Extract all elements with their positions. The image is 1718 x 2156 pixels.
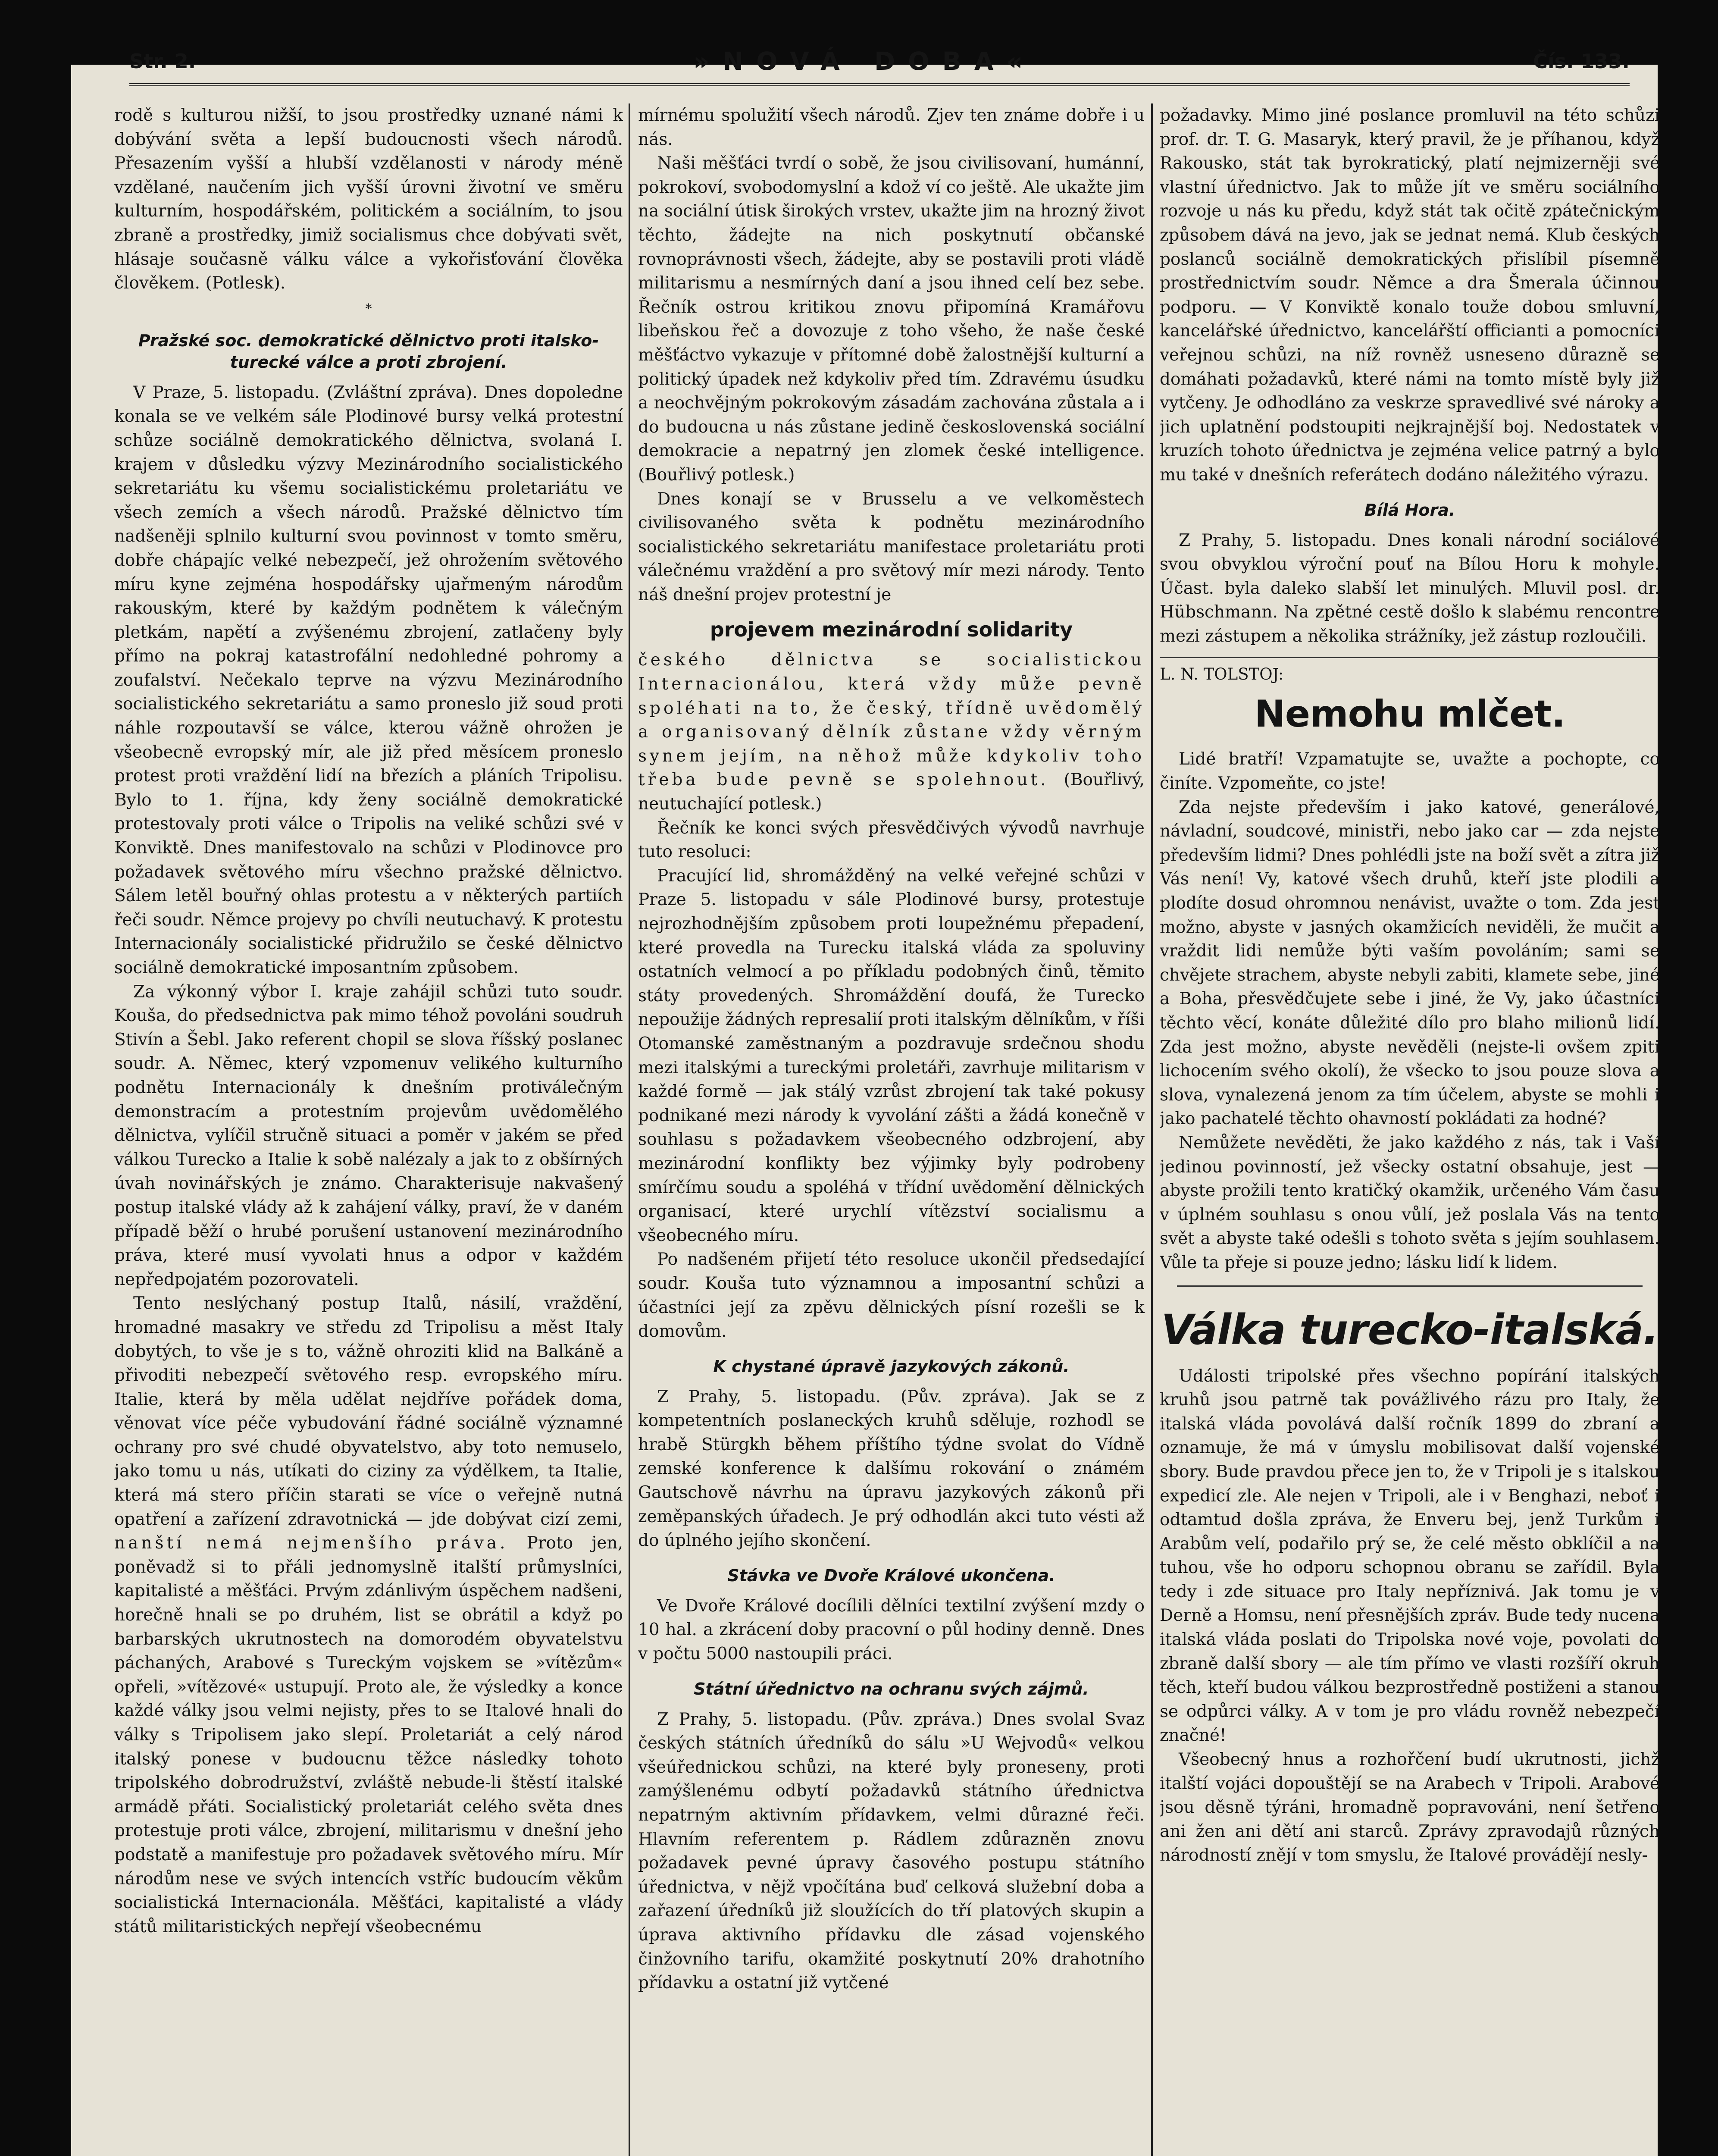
spaced-text: českého dělnictva se socialistickou Internacionálou, která vždy může pevně spoléhati na to, že český, třídně uvědomělý a organisovaný dělník zůstane vždy věrným synem jejím, na něhož může kdykoliv toho třeba bude pevně se spolehnout. <box>638 650 1145 790</box>
article-paragraph: Z Prahy, 5. listopadu. (Pův. zpráva). Jak se z kompetentních poslaneckých kruhů sděluje, rozhodl se hrabě Stürgkh během příštího týdne svolat do Vídně zemské konference k dalšímu rokování o známém Gautschově návrhu na úpravu jazykových zákonů při zeměpanských úřadech. Je prý odhodlán akci tuto vésti až do úplného jejího skončení. <box>638 1387 1145 1551</box>
page-number: Str. 2. <box>129 49 196 73</box>
newspaper-title: »NOVÁ DOBA« <box>693 46 1036 76</box>
spaced-text: nanští nemá nejmenšího práva. <box>114 1533 508 1553</box>
author-byline: L. N. TOLSTOJ: <box>1160 657 1660 683</box>
article-heading: Pražské soc. demokratické dělnictvo proti italsko-turecké válce a proti zbrojení. <box>138 331 599 372</box>
article-paragraph: Naši měšťáci tvrdí o sobě, že jsou civilisovaní, humánní, pokrokoví, svobodomyslní a kdož ví co ještě. Ale ukažte jim na sociální útisk širokých vrstev, ukažte jim na hrozný život těchto, žádejte na nich poskytnutí občanské rovnoprávnosti všech, žádejte, aby se postavili proti vládě militarismu a nesmírných daní a jsou ihned celí bez sebe. Řečník ostrou kritikou znovu připomíná Kramářovu libeňskou řeč a dovozuje z toho všeho, že naše české měšťáctvo vykazuje v přítomné době žalostnější kulturní a politický úpadek než kdykoliv před tím. Zdravému úsudku a neochvějným pokrokovým zásadám zachována zůstala a i do budoucna u nás zůstane jedině československá sociální demokracie a nepatrný jen zlomek české intelligence. (Bouřlivý potlesk.) <box>638 154 1145 485</box>
text-run: (Bouřlivý, neutuchající potlesk.) <box>638 770 1145 814</box>
article-paragraph: požadavky. Mimo jiné poslance promluvil na této schůzi prof. dr. T. G. Masaryk, který pravil, že je příhanou, když Rakousko, stát tak byrokratický, platí nejmizerněji své vlastní úřednictvo. Jak to může jít ve směru sociálního rozvoje u nás ku předu, když stát tak očitě zpátečnickým způsobem dává na jevo, jak se jednat nemá. Klub českých poslanců sociálně demokratických přislíbil písemně prostřednictvím soudr. Němce a dra Šmerala účinnou podporu. — V Konviktě konalo touže dobou smluvní, kancelářské úřednictvo, kancelářští officianti a pomocníci veřejnou schůzi, na níž rovněž usneseno důrazně se domáhati požadavků, které námi na tomto místě byly již vytčeny. Je odhodláno za veskrze spravedlivé své nároky a jich uplatnění podstoupiti nejkrajnější boj. Nedostatek v kruzích tohoto úřednictva je zejména velice patrný a bylo mu také v dnešních referátech dodáno náležitého výrazu. <box>1160 106 1660 485</box>
article-paragraph: Všeobecný hnus a rozhořčení budí ukrutnosti, jichž italští vojáci dopouštějí se na Arabech v Tripoli. Arabové jsou děsně týráni, hromadně popravováni, není šetřeno ani žen ani dětí ani starců. Zprávy zpravodajů různých národností znějí v tom smyslu, že Italové provádějí nesly- <box>1160 1750 1660 1865</box>
text-run: Proto jen, poněvadž si to přáli jednomyslně italští průmyslníci, kapitalisté a měšťáci. Prvým zdánlivým úspěchem nadšeni, horečně hnali se po druhém, list se obrátil a když po barbarských ukrutnostech na domorodém obyvatelstvu páchaných, Arabové s Tureckým vojskem se »vítězům« opřeli, »vítězové« ustupují. Proto ale, že výsledky a konce každé války jsou velmi nejisty, přes to se Italové hnali do války s Tripolisem jako slepí. Proletariát a celý národ italský ponese v budoucnu těžce následky tohoto tripolského dobrodružství, zvláště nebude-li štěstí italské armádě přáti. Socialistický proletariát celého světa dnes protestuje proti válce, zbrojení, militarismu v dnešní jeho podstatě a manifestuje pro požadavek světového míru. Mír národům nese ve svých intencích vstříc budoucím věkům socialistická Internacionála. Měšťáci, kapitalisté a vlády států militaristických nepřejí všeobecnému <box>114 1533 623 1937</box>
article-paragraph: Po nadšeném přijetí této resoluce ukončil předsedající soudr. Kouša tuto významnou a imposantní schůzi a účastníci její za zpěvu dělnických písní rozešli se k domovům. <box>638 1250 1145 1341</box>
article-title: Nemohu mlčet. <box>1254 693 1565 736</box>
article-heading: Státní úřednictvo na ochranu svých zájmů. <box>694 1679 1089 1698</box>
column-rule <box>1151 103 1153 2156</box>
article-paragraph: Z Prahy, 5. listopadu. Dnes konali národní sociálové svou obvyklou výroční pouť na Bílou Horu k mohyle. Účast. byla daleko slabší let minulých. Mluvil posl. dr. Hübschmann. Na zpětné cestě došlo k slabému rencontre mezi zástupem a několika strážníky, jež zástup rozloučili. <box>1160 530 1660 646</box>
column-1 <box>114 103 623 2156</box>
article-paragraph: Lidé bratří! Vzpamatujte se, uvažte a pochopte, co činíte. Vzpomeňte, co jste! <box>1160 749 1660 793</box>
ornament: * <box>365 301 372 317</box>
issue-number: Čís. 133. <box>1533 49 1630 73</box>
subheading: projevem mezinárodní solidarity <box>710 618 1073 642</box>
article-paragraph: Z Prahy, 5. listopadu. (Pův. zpráva.) Dnes svolal Svaz českých státních úředníků do sálu »U Wejvodů« velkou všeúřednickou schůzi, na které byly proneseny, proti zamýšlenému odbytí požadavků státního úřednictva nepatrným aktivním přídavkem, velmi důrazné řeči. Hlavním referentem p. Rádlem zdůrazněn znovu požadavek pevné úpravy časového postupu státního úřednictva, v nějž vpočítána buď celková služební doba a zařazení úředníků již sloužících do tří platových skupin a úprava aktivního přídavku dle zásad vojenského činžovního tarifu, okamžité poskytnutí 20% drahotního přídavku a ostatní již vytčené <box>638 1709 1145 1993</box>
divider <box>1177 1285 1643 1287</box>
column-rule <box>629 103 630 2156</box>
text-run: Tento neslýchaný postup Italů, násilí, vraždění, hromadné masakry ve středu zd Tripolisu a měst Italy dobytých, to vše je s to, vážně ohroziti klid na Balkáně a přivoditi nebezpečí světového resp. evropského míru. Italie, která by měla udělat nejdříve pořádek doma, věnovat více péče vybudování řádné sociálně významné ochrany pro své chudé obyvatelstvo, aby toto nemuselo, jako tomu u nás, utíkati do ciziny za výdělkem, ta Italie, která má stero příčin starati se více o veřejně nutná opatření a zařízení zdravotnická — jde dobývat cizí zemi, <box>114 1294 623 1529</box>
article-heading: K chystané úpravě jazykových zákonů. <box>713 1357 1070 1376</box>
article-paragraph: Nemůžete nevěděti, že jako každého z nás, tak i Vaší jedinou povinností, jež všecky ostatní obsahuje, jest — abyste prožili tento kratičký okamžik, určeného Vám času v úplném souhlasu s onou vůlí, jež poslala Vás na tento svět a abyste také odešli s tohoto světa s jejím souhlasem. Vůle ta přeje si pouze jedno; lásku lidí k lidem. <box>1160 1133 1660 1272</box>
article-paragraph: rodě s kulturou nižší, to jsou prostředky uznané námi k dobývání světa a lepší budoucnosti všech národů. Přesazením vyšší a hlubší vzdělanosti v národy méně vzdělané, naučením jich vyšší úrovni životní ve směru kulturním, hospodářském, politickém a sociálním, to jsou zbraně a prostředky, jimiž socialismus chce dobývati svět, hlásaje současně válku válce a vykořisťování člověka člověkem. (Potlesk). <box>114 106 623 293</box>
column-3 <box>1160 103 1660 2156</box>
article-paragraph: Pracující lid, shromážděný na velké veřejné schůzi v Praze 5. listopadu v sále Plodinové bursy, protestuje nejrozhodnějším způsobem proti loupežnému přepadení, které provedla na Turecku italská vláda za spoluviny ostatních velmocí a po příkladu podobných činů, těmito státy provedených. Shromáždění doufá, že Turecko nepoužije žádných represalií proti italským dělníkům, v říši Otomanské zaměstnaným a pozdravuje srdečnou shodu mezi italskými a tureckými proletáři, zavrhuje militarism v každé formě — jak stálý vzrůst zbrojení tak také pokusy podnikané mezi národy k vyvolání zášti a žádá konečně v souhlasu s požadavkem všeobecného odzbrojení, aby mezinárodní konflikty bez výjimky byly podrobeny smírčímu soudu a spoléhá v třídní uvědomění dělnických organisací, které urychlí vítězství socialismu a všeobecného míru. <box>638 866 1145 1245</box>
article-heading: Stávka ve Dvoře Králové ukončena. <box>727 1566 1055 1585</box>
article-paragraph <box>114 1291 623 1939</box>
article-paragraph: Ve Dvoře Králové docílili dělníci textilní zvýšení mzdy o 10 hal. a zkrácení doby pracovní o půl hodiny denně. Dnes v počtu 5000 nastoupili práci. <box>638 1596 1145 1664</box>
column-2 <box>638 103 1145 2156</box>
masthead <box>129 39 1630 86</box>
article-paragraph: Řečník ke konci svých přesvědčivých vývodů navrhuje tuto resoluci: <box>638 818 1145 862</box>
article-paragraph: V Praze, 5. listopadu. (Zvláštní zpráva). Dnes dopoledne konala se ve velkém sále Plodinové bursy velká protestní schůze sociálně demokratického dělnictva, svolaná I. krajem v důsledku výzvy Mezinárodního socialistického sekretariátu ku všemu socialistickému proletariátu ve všech zemích a všech národů. Pražské dělnictvo tím nadšeněji splnilo kulturní svou povinnost v tomto směru, dobře chápajíc velké nebezpečí, jež ohrožením světového míru kyne zejména hospodářsky ujařmeným národům rakouským, které by každým podnětem k válečným pletkám, napětí a zvýšenému zbrojení, zatlačeny byly přímo na pokraj katastrofální nedohledné pohromy a zoufalství. Nečekalo teprve na výzvu Mezinárodního socialistického sekretariátu a samo proneslo již soud proti náhle rozpoutavší se válce, kterou vážně ohrožen je všeobecně evropský mír, ale již před měsícem proneslo protest proti vraždění lidí na březích a pláních Tripolisu. Bylo to 1. října, kdy ženy sociálně demokratické protestovaly proti válce o Tripolis na veliké schůzi své v Konviktě. Dnes manifestovalo na schůzi v Plodinovce pro požadavek světového míru všechno pražské dělnictvo. Sálem letěl bouřný ohlas protestu a v některých partiích řeči soudr. Němce projevy po chvíli neutuchavý. K protestu Internacionály socialistické přidružilo se české dělnictvo sociálně demokratické imposantním způsobem. <box>114 382 623 978</box>
article-paragraph: Dnes konají se v Brusselu a ve velkoměstech civilisovaného světa k podnětu mezinárodního socialistického sekretariátu manifestace proletariátu proti válečnému vraždění a pro světový mír mezi národy. Tento náš dnešní projev protestní je <box>638 489 1145 605</box>
article-paragraph <box>638 648 1145 816</box>
article-paragraph: mírnému spolužití všech národů. Zjev ten známe dobře i u nás. <box>638 106 1145 149</box>
article-paragraph: Zda nejste především i jako katové, generálové, návladní, soudcové, ministři, nebo jako car — zda nejste především lidmi? Dnes pohlédli jste na boží svět a zítra již Vás není! Vy, katové všech druhů, kteří jste plodili a plodíte dosud ohromnou nenávist, uvažte o tom. Zda jest možno, abyste v jasných okamžicích neviděli, že mučit a vraždit lidi nemůže býti vaším povoláním; sami se chvějete strachem, abyste nebyli zabiti, klamete sebe, jiné a Boha, přesvědčujete sebe i jiné, že Vy, jako účastníci těchto věcí, konáte důležité dílo pro blaho milionů lidí. Zda jest možno, abyste nevěděli (nejste-li ovšem zpiti lichocením svého okolí), že všecko to jsou pouze slova a slova, vynalezená jenom za tím účelem, abyste se mohli i jako pachatelé těchto ohavností pokládati za hodné? <box>1160 797 1660 1129</box>
article-paragraph: Za výkonný výbor I. kraje zahájil schůzi tuto soudr. Kouša, do předsednictva pak mimo téhož povoláni soudruh Stivín a Šebl. Jako referent chopil se slova říšský poslanec soudr. A. Němec, který vzpomenuv velikého kulturního podnětu Internacionály k dnešním protiválečným demonstracím a protestním projevům uvědomělého dělnictva, vylíčil stručně situaci a poměr v jakém se před válkou Turecko a Italie k sobě nalézaly a jak to z obšírných úvah novinářských je známo. Charakterisuje nakvašený postup italské vlády až k zahájení války, praví, že v daném případě běží o hrubé porušení ustanovení mezinárodního práva, které musí vyvolati hnus a odpor v každém nepředpojatém pozorovateli. <box>114 982 623 1289</box>
article-heading: Bílá Hora. <box>1364 500 1455 520</box>
article-paragraph: Události tripolské přes všechno popírání italských kruhů jsou patrně tak povážlivého rázu pro Italy, že italská vláda povolává další ročník 1899 do zbraní a oznamuje, že má v úmyslu mobilisovat další vojenské sbory. Bude pravdou přece jen to, že v Tripoli je s italskou expedicí zle. Ale nejen v Tripoli, ale i v Benghazi, neboť i odtamtud došla zpráva, že Enveru bej, jenž Turkům i Arabům velí, podařilo prý se, že celé město obklíčil a na tuhou, vše ho odporu schopnou obranu se zařídil. Byla tedy i zde situace pro Italy nepříznivá. Jak tomu je v Derně a Homsu, není přesnějších zpráv. Bude tedy nucena italská vláda poslati do Tripolska nové voje, povolati do zbraně další sbory — ale tím přímo ve vlasti rozšíří okruh těch, kteří budou válkou bezprostředně postiženi a stanou se odpůrci války. A v tom je pro vládu rovněž nebezpečí značné! <box>1160 1366 1660 1745</box>
article-title: Válka turecko-italská. <box>1161 1305 1659 1354</box>
